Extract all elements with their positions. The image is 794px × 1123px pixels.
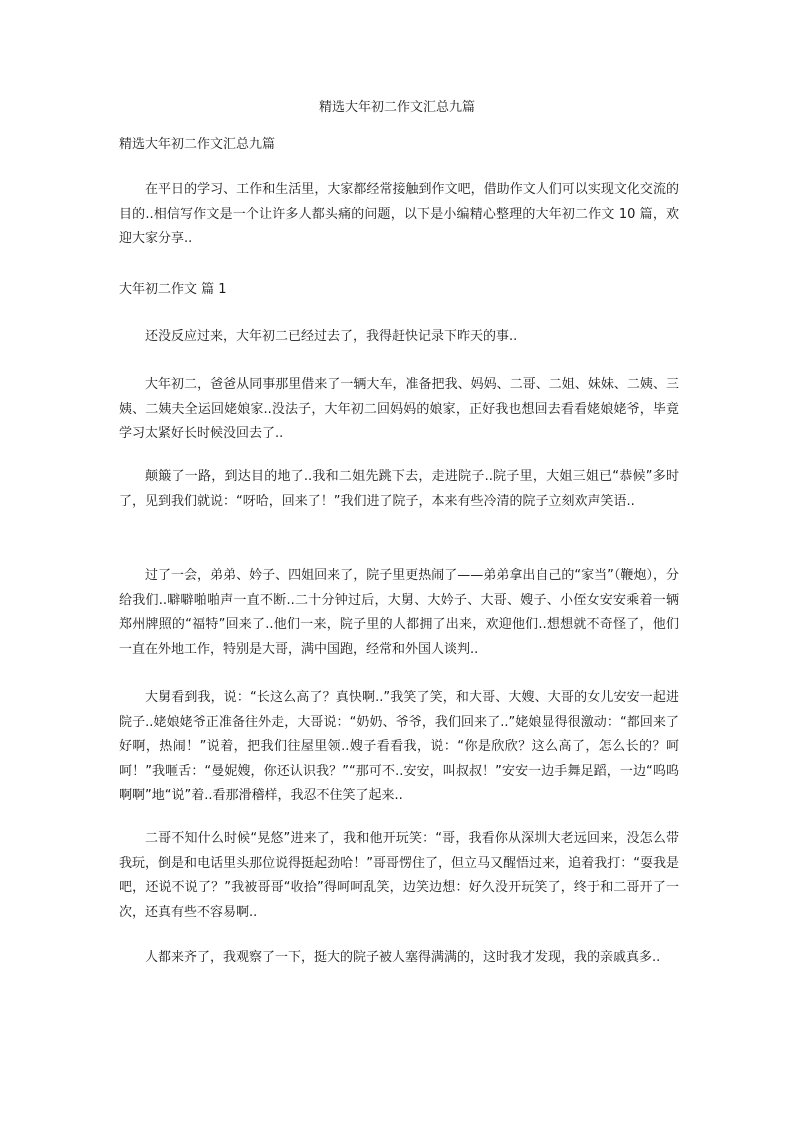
paragraph-4: 过了一会，弟弟、妗子、四姐回来了，院子里更热闹了——弟弟拿出自己的“家当”（鞭炮），分给我们..噼噼啪啪声一直不断..二十分钟过后，大舅、大妗子、大哥、嫂子、小侄女安安乘着一辆郑州牌照的“福特”回来了..他们一来，院子里的人都拥了出来，欢迎他们..想想就不奇怪了，他们一直在外地工作，特别是大哥，满中国跑，经常和外国人谈判.. <box>119 568 679 657</box>
paragraph-1: 还没反应过来，大年初二已经过去了，我得赶快记录下昨天的事.. <box>145 329 518 344</box>
intro-paragraph: 在平日的学习、工作和生活里，大家都经常接触到作文吧，借助作文人们可以实现文化交流的目的..相信写作文是一个让许多人都头痛的问题，以下是小编精心整理的大年初二作文 10 篇，欢迎大家分享.. <box>119 182 679 246</box>
paragraph-6: 二哥不知什么时候“晃悠”进来了，我和他开玩笑：“哥，我看你从深圳大老远回来，没怎么带我玩，倒是和电话里头那位说得挺起劲哈！”哥哥愣住了，但立马又醒悟过来，追着我打：“耍我是吧，还说不说了？”我被哥哥“收拾”得呵呵乱笑，边笑边想：好久没开玩笑了，终于和二哥开了一次，还真有些不容易啊.. <box>119 831 679 920</box>
paragraph-5: 大舅看到我，说：“长这么高了？真快啊..”我笑了笑，和大哥、大嫂、大哥的女儿安安一起进院子..姥娘姥爷正准备往外走，大哥说：“奶奶、爷爷，我们回来了..”姥娘显得很激动：“都回来了好啊，热闹！”说着，把我们往屋里领..嫂子看看我，说：“你是欣欣？这么高了，怎么长的？呵呵！”我咂舌：“曼妮嫂，你还认识我？”“那可不..安安，叫叔叔！”安安一边手舞足蹈，一边“呜呜啊啊”地“说”着..看那滑稽样，我忍不住笑了起来.. <box>119 690 679 803</box>
document-subtitle: 精选大年初二作文汇总九篇 <box>119 137 276 152</box>
section-heading: 大年初二作文 篇 1 <box>119 282 227 297</box>
paragraph-3: 颠簸了一路，到达目的地了..我和二姐先跳下去，走进院子..院子里，大姐三姐已“恭候”多时了，见到我们就说：“呀哈，回来了！”我们进了院子，本来有些冷清的院子立刻欢声笑语.. <box>119 469 679 509</box>
document-title: 精选大年初二作文汇总九篇 <box>318 100 475 115</box>
paragraph-2: 大年初二，爸爸从同事那里借来了一辆大车，准备把我、妈妈、二哥、二姐、妹妹、二姨、三姨、二姨夫全运回姥娘家..没法子，大年初二回妈妈的娘家，正好我也想回去看看姥娘姥爷，毕竟学习太紧好长时候没回去了.. <box>119 377 679 441</box>
paragraph-7: 人都来齐了，我观察了一下，挺大的院子被人塞得满满的，这时我才发现，我的亲戚真多.. <box>145 950 661 965</box>
